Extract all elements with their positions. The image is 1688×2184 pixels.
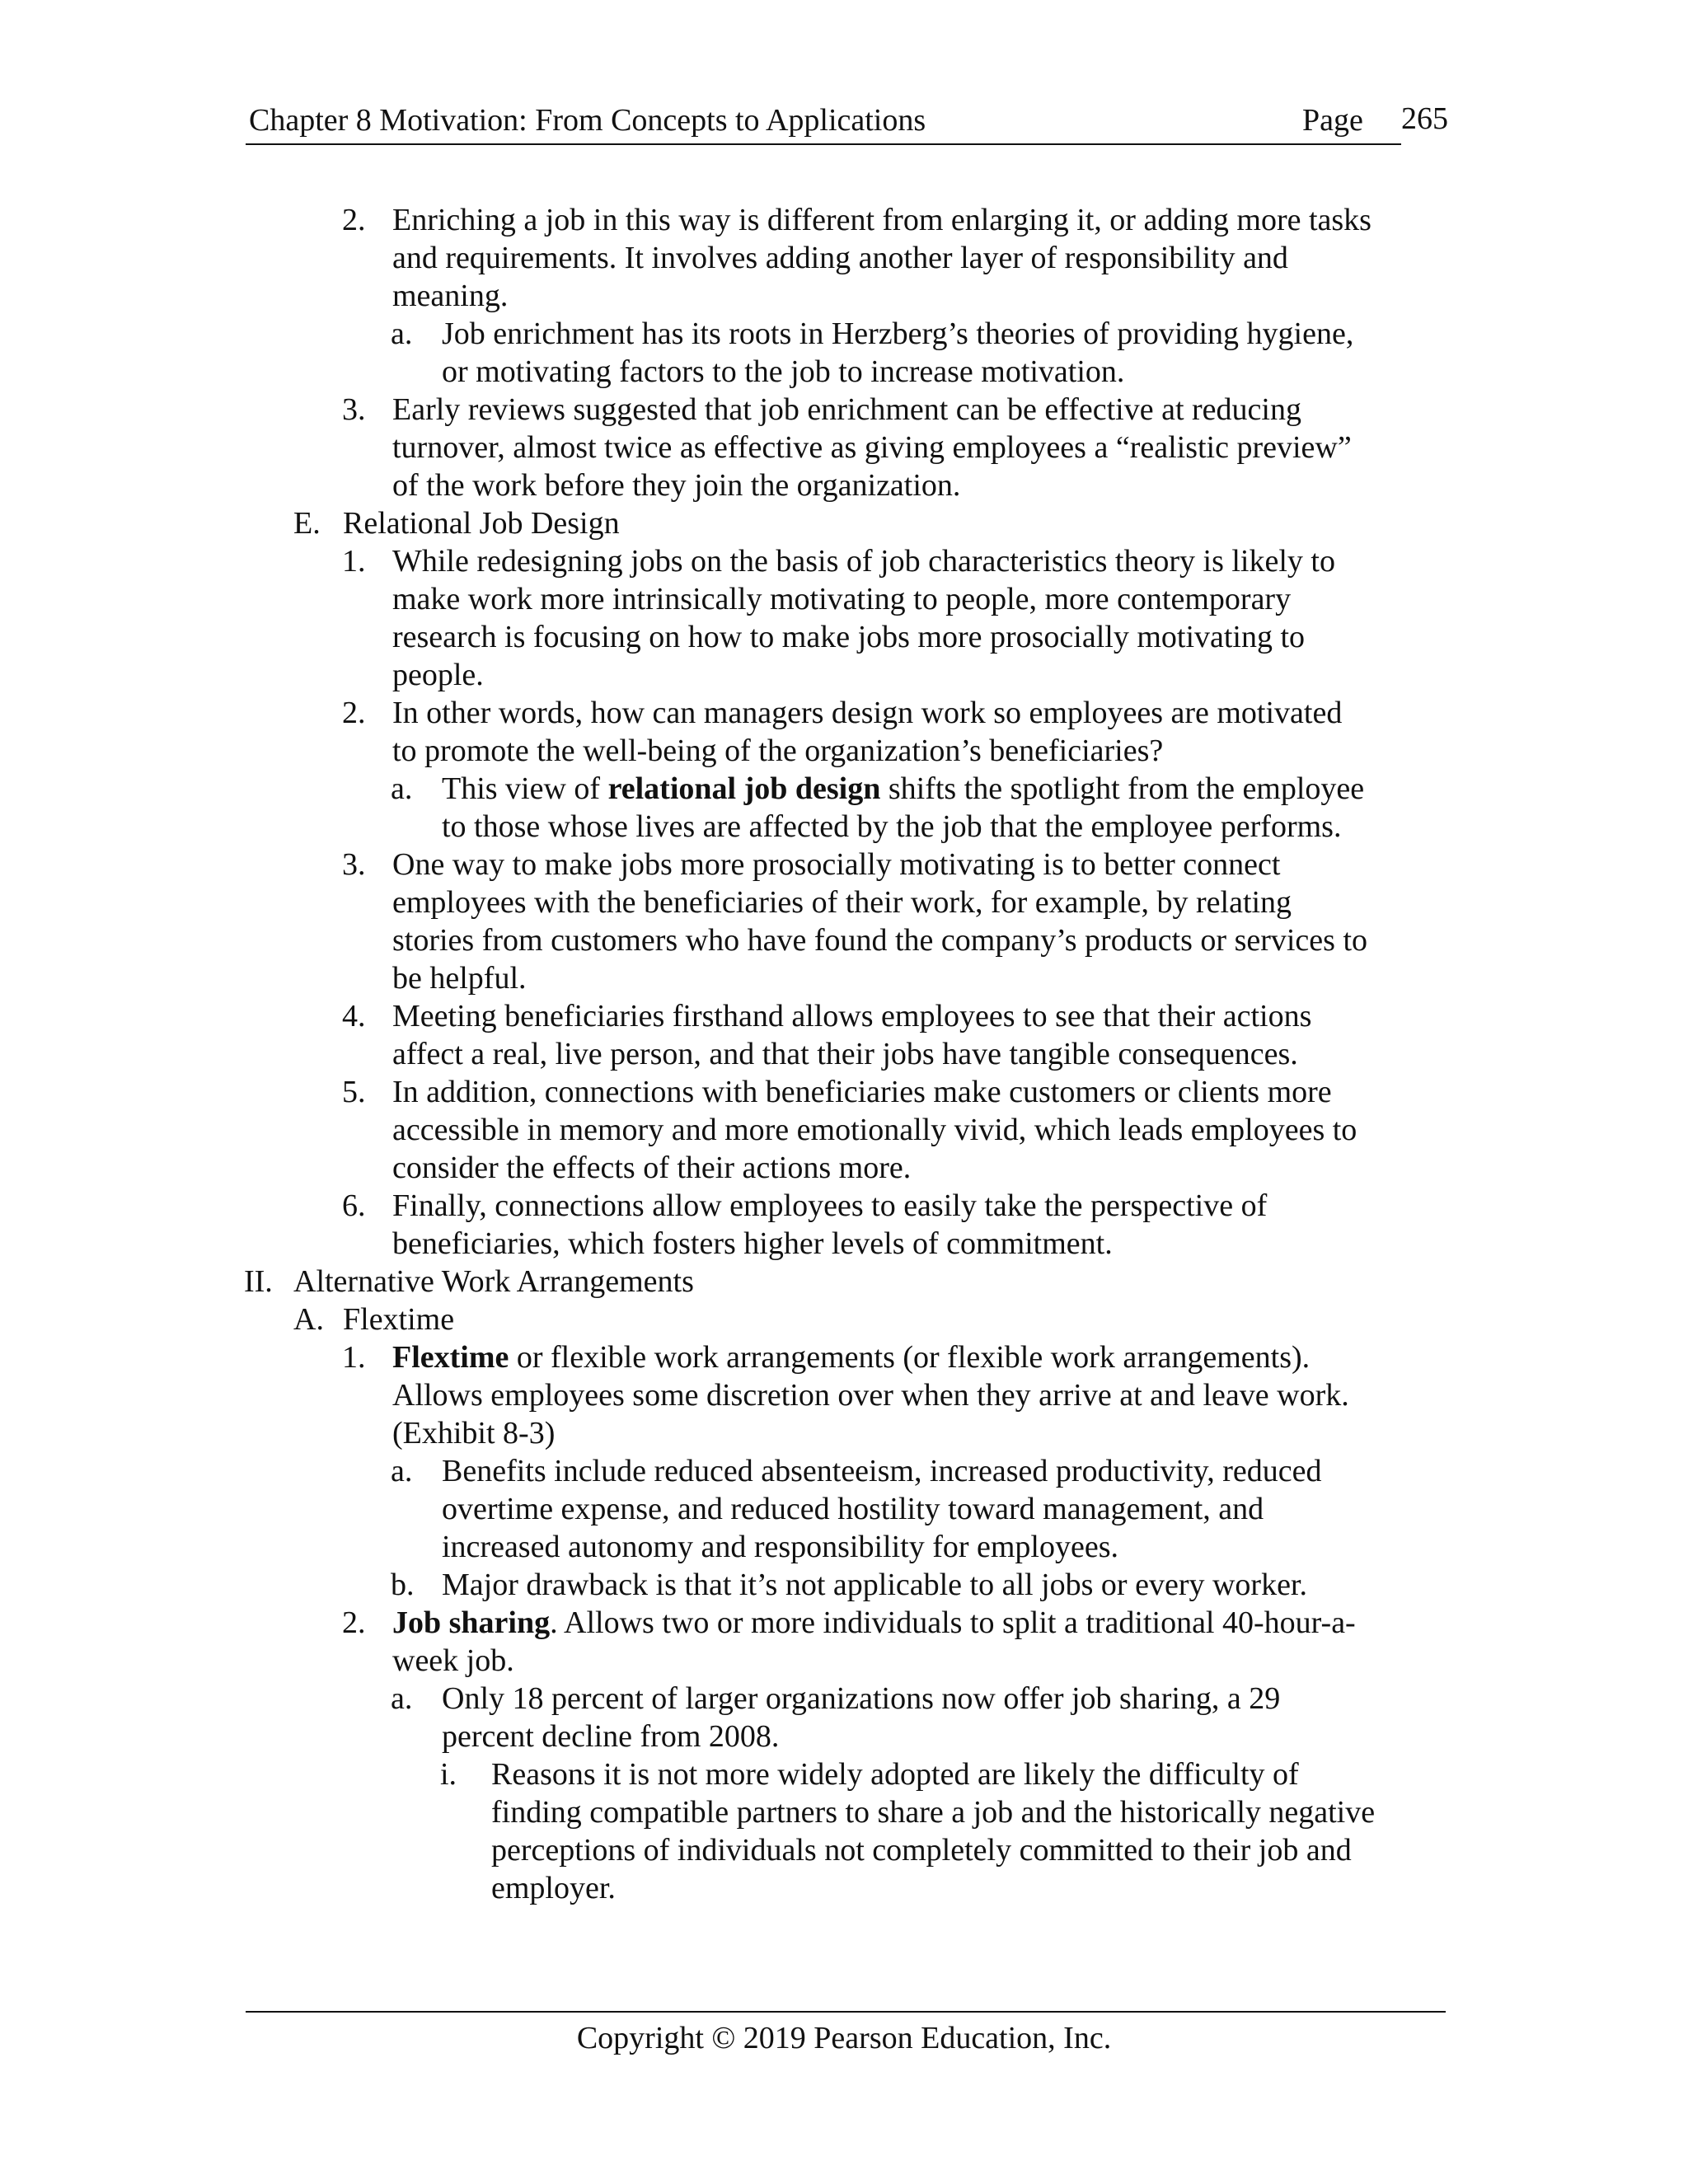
list-item-line: One way to make jobs more prosocially motivating is to better connect (392, 847, 1281, 882)
list-marker: 1. (342, 544, 366, 579)
list-item-line: and requirements. It involves adding another layer of responsibility and (392, 241, 1288, 275)
list-marker: a. (391, 771, 413, 806)
list-item-line: beneficiaries, which fosters higher levels of commitment. (392, 1226, 1113, 1261)
list-marker: a. (391, 1454, 413, 1488)
copyright-footer: Copyright © 2019 Pearson Education, Inc. (576, 2021, 1112, 2055)
list-item-line: In addition, connections with beneficiaries make customers or clients more (392, 1075, 1332, 1109)
list-item-line: Flextime (343, 1302, 455, 1337)
bold-term: Flextime (392, 1340, 509, 1375)
list-item-line: Only 18 percent of larger organizations now offer job sharing, a 29 (442, 1681, 1281, 1716)
list-item-line: Job enrichment has its roots in Herzberg’s theories of providing hygiene, (442, 316, 1354, 351)
list-marker: a. (391, 1681, 413, 1716)
list-marker: b. (391, 1568, 415, 1602)
list-marker: 6. (342, 1188, 366, 1223)
list-item-line: finding compatible partners to share a job and the historically negative (491, 1795, 1376, 1830)
list-item-line: people. (392, 658, 484, 692)
list-item-line: Benefits include reduced absenteeism, increased productivity, reduced (442, 1454, 1322, 1488)
list-marker: 2. (342, 1605, 366, 1640)
page-number: 265 (1401, 101, 1448, 136)
list-item-line: affect a real, live person, and that their jobs have tangible consequences. (392, 1037, 1298, 1071)
list-item-line: Meeting beneficiaries firsthand allows employees to see that their actions (392, 999, 1312, 1033)
list-item-line: Reasons it is not more widely adopted are likely the difficulty of (491, 1757, 1299, 1792)
list-item-line: Major drawback is that it’s not applicable to all jobs or every worker. (442, 1568, 1307, 1602)
list-item-line: to those whose lives are affected by the job that the employee performs. (442, 809, 1342, 844)
list-marker: A. (293, 1302, 324, 1337)
list-marker: 1. (342, 1340, 366, 1375)
bold-term: Job sharing (392, 1605, 551, 1640)
list-item-line: Alternative Work Arrangements (293, 1264, 694, 1299)
list-item-line: of the work before they join the organization. (392, 468, 961, 503)
list-item-line: Flextime or flexible work arrangements (or flexible work arrangements). (392, 1340, 1311, 1375)
list-item-line: employees with the beneficiaries of their work, for example, by relating (392, 885, 1292, 920)
list-item-line: meaning. (392, 279, 509, 313)
list-item-line: Job sharing. Allows two or more individuals to split a traditional 40-hour-a- (392, 1605, 1356, 1640)
chapter-title: Chapter 8 Motivation: From Concepts to Applications (249, 103, 926, 138)
list-item-line: stories from customers who have found the company’s products or services to (392, 923, 1368, 958)
list-item-line: or motivating factors to the job to increase motivation. (442, 354, 1125, 389)
list-item-line: Enriching a job in this way is different from enlarging it, or adding more tasks (392, 203, 1372, 237)
list-marker: a. (391, 316, 413, 351)
list-marker: i. (440, 1757, 457, 1792)
list-item-line: While redesigning jobs on the basis of job characteristics theory is likely to (392, 544, 1335, 579)
list-marker: II. (244, 1264, 273, 1299)
bold-term: relational job design (607, 771, 881, 806)
list-item-line: perceptions of individuals not completely committed to their job and (491, 1833, 1352, 1868)
list-marker: 3. (342, 392, 366, 427)
page-label: Page (1302, 103, 1363, 138)
page-header (246, 94, 1448, 145)
list-item-line: turnover, almost twice as effective as giving employees a “realistic preview” (392, 430, 1352, 465)
list-item-line: research is focusing on how to make jobs more prosocially motivating to (392, 620, 1306, 654)
list-item-line: to promote the well-being of the organization’s beneficiaries? (392, 733, 1164, 768)
list-marker: 5. (342, 1075, 366, 1109)
list-item-line: week job. (392, 1643, 514, 1678)
list-item-line: accessible in memory and more emotionally vivid, which leads employees to (392, 1113, 1357, 1147)
list-marker: 3. (342, 847, 366, 882)
list-item-line: consider the effects of their actions more. (392, 1151, 912, 1185)
list-item-line: Allows employees some discretion over when they arrive at and leave work. (392, 1378, 1349, 1413)
list-item-line: (Exhibit 8-3) (392, 1416, 556, 1451)
list-item-line: overtime expense, and reduced hostility toward management, and (442, 1492, 1264, 1526)
list-marker: E. (293, 506, 321, 541)
footer-rule (246, 2011, 1446, 2013)
list-item-line: In other words, how can managers design work so employees are motivated (392, 696, 1343, 730)
list-item-line: Relational Job Design (343, 506, 620, 541)
list-item-line: Finally, connections allow employees to easily take the perspective of (392, 1188, 1268, 1223)
list-item-line: percent decline from 2008. (442, 1719, 780, 1754)
list-item-line: employer. (491, 1871, 616, 1905)
list-item-line: increased autonomy and responsibility for employees. (442, 1530, 1119, 1564)
list-marker: 4. (342, 999, 366, 1033)
list-marker: 2. (342, 696, 366, 730)
list-marker: 2. (342, 203, 366, 237)
list-item-line: Early reviews suggested that job enrichment can be effective at reducing (392, 392, 1301, 427)
list-item-line: be helpful. (392, 961, 527, 996)
list-item-line: make work more intrinsically motivating to people, more contemporary (392, 582, 1292, 616)
list-item-line: This view of relational job design shifts the spotlight from the employee (442, 771, 1365, 806)
